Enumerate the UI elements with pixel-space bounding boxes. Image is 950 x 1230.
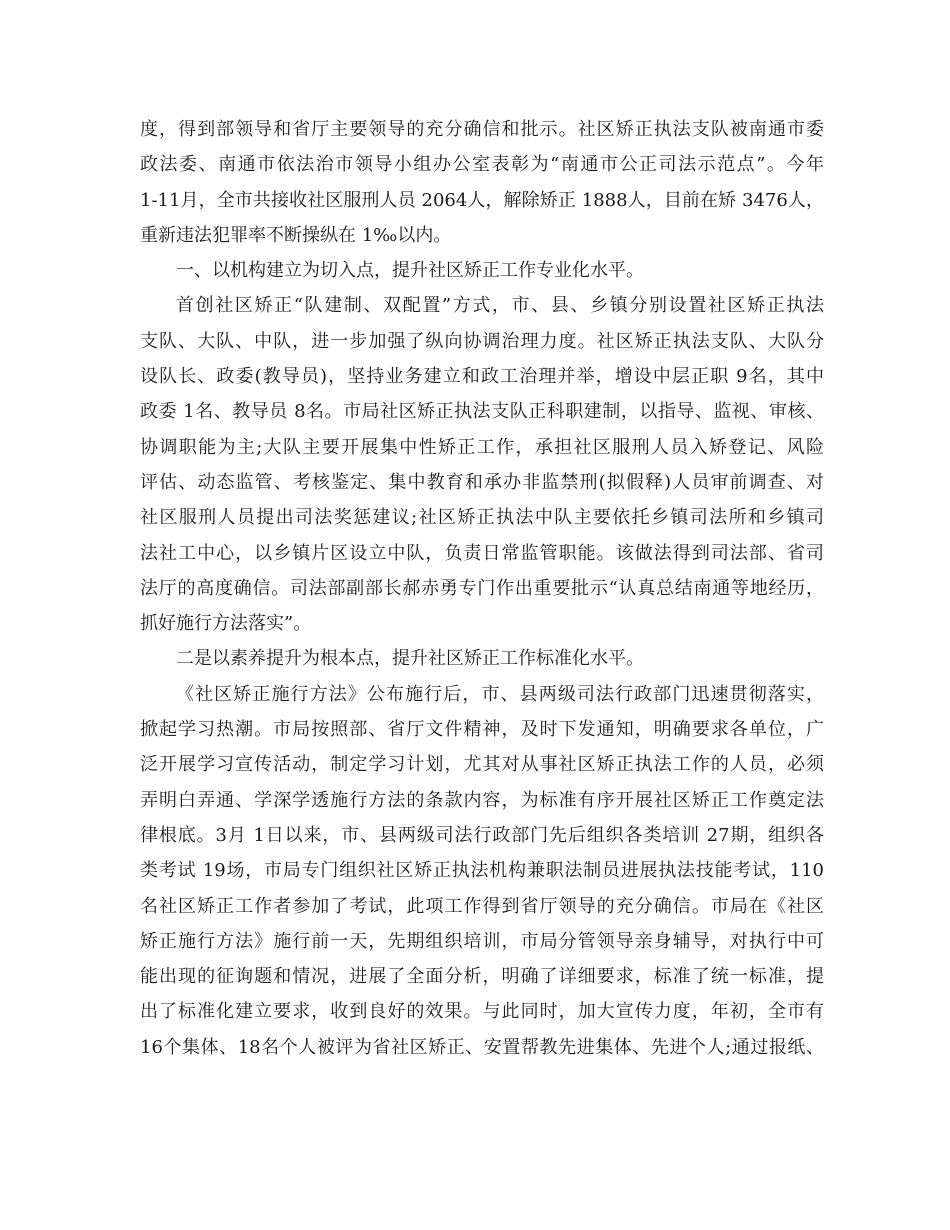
text-line: 首创社区矫正“队建制、双配置”方式，市、县、乡镇分别设置社区矫正执法 (176, 295, 824, 317)
text-line: 泛开展学习宣传活动，制定学习计划，尤其对从事社区矫正执法工作的人员，必须 (140, 754, 824, 776)
text-line: 法社工中心，以乡镇片区设立中队，负责日常监管职能。该做法得到司法部、省司 (140, 542, 824, 564)
text-line: 能出现的征询题和情况，进展了全面分析，明确了详细要求，标准了统一标准，提 (140, 966, 824, 988)
paragraph-summary (140, 112, 824, 253)
text-line: 《社区矫正施行方法》公布施行后，市、县两级司法行政部门迅速贯彻落实， (176, 683, 824, 705)
paragraph-institution (140, 288, 824, 641)
paragraph-training (140, 677, 824, 1065)
text-line: 名社区矫正工作者参加了考试，此项工作得到省厅领导的充分确信。市局在《社区 (140, 895, 824, 917)
text-line: 设队长、政委(教导员)，坚持业务建立和政工治理并举，增设中层正职 9名，其中 (140, 366, 824, 388)
text-line: 社区服刑人员提出司法奖惩建议;社区矫正执法中队主要依托乡镇司法所和乡镇司 (140, 507, 824, 529)
text-line: 1-11月，全市共接收社区服刑人员 2064人，解除矫正 1888人，目前在矫 3476人， (140, 189, 824, 211)
text-line: 类考试 19场，市局专门组织社区矫正执法机构兼职法制员进展执法技能考试，110 (140, 860, 824, 882)
text-line: 矫正施行方法》施行前一天，先期组织培训，市局分管领导亲身辅导，对执行中可 (140, 930, 824, 952)
section-heading-one (140, 253, 824, 288)
section-heading-two (140, 641, 824, 676)
text-line: 政委 1名、教导员 8名。市局社区矫正执法支队正科职建制，以指导、监视、审核、 (140, 401, 824, 423)
text-line: 一、以机构建立为切入点，提升社区矫正工作专业化水平。 (176, 260, 644, 282)
text-line: 弄明白弄通、学深学透施行方法的条款内容，为标准有序开展社区矫正工作奠定法 (140, 789, 824, 811)
text-line: 二是以素养提升为根本点，提升社区矫正工作标准化水平。 (176, 648, 644, 670)
text-line: 重新违法犯罪率不断操纵在 1‰以内。 (140, 224, 452, 246)
text-line: 出了标准化建立要求，收到良好的效果。与此同时，加大宣传力度，年初，全市有 (140, 1001, 824, 1023)
text-line: 评估、动态监管、考核鉴定、集中教育和承办非监禁刑(拟假释)人员审前调查、对 (140, 471, 824, 493)
text-line: 抓好施行方法落实”。 (140, 613, 312, 635)
text-line: 律根底。3月 1日以来，市、县两级司法行政部门先后组织各类培训 27期，组织各 (140, 824, 824, 846)
text-line: 16个集体、18名个人被评为省社区矫正、安置帮教先进集体、先进个人;通过报纸、 (140, 1036, 824, 1058)
text-line: 度，得到部领导和省厅主要领导的充分确信和批示。社区矫正执法支队被南通市委 (140, 119, 824, 140)
text-line: 支队、大队、中队，进一步加强了纵向协调治理力度。社区矫正执法支队、大队分 (140, 330, 824, 352)
document-body (140, 112, 824, 1065)
text-line: 政法委、南通市依法治市领导小组办公室表彰为“南通市公正司法示范点”。今年 (140, 154, 824, 176)
text-line: 协调职能为主;大队主要开展集中性矫正工作，承担社区服刑人员入矫登记、风险 (140, 436, 824, 458)
text-line: 法厅的高度确信。司法部副部长郝赤勇专门作出重要批示“认真总结南通等地经历， (140, 577, 824, 599)
text-line: 掀起学习热潮。市局按照部、省厅文件精神，及时下发通知，明确要求各单位，广 (140, 719, 824, 741)
